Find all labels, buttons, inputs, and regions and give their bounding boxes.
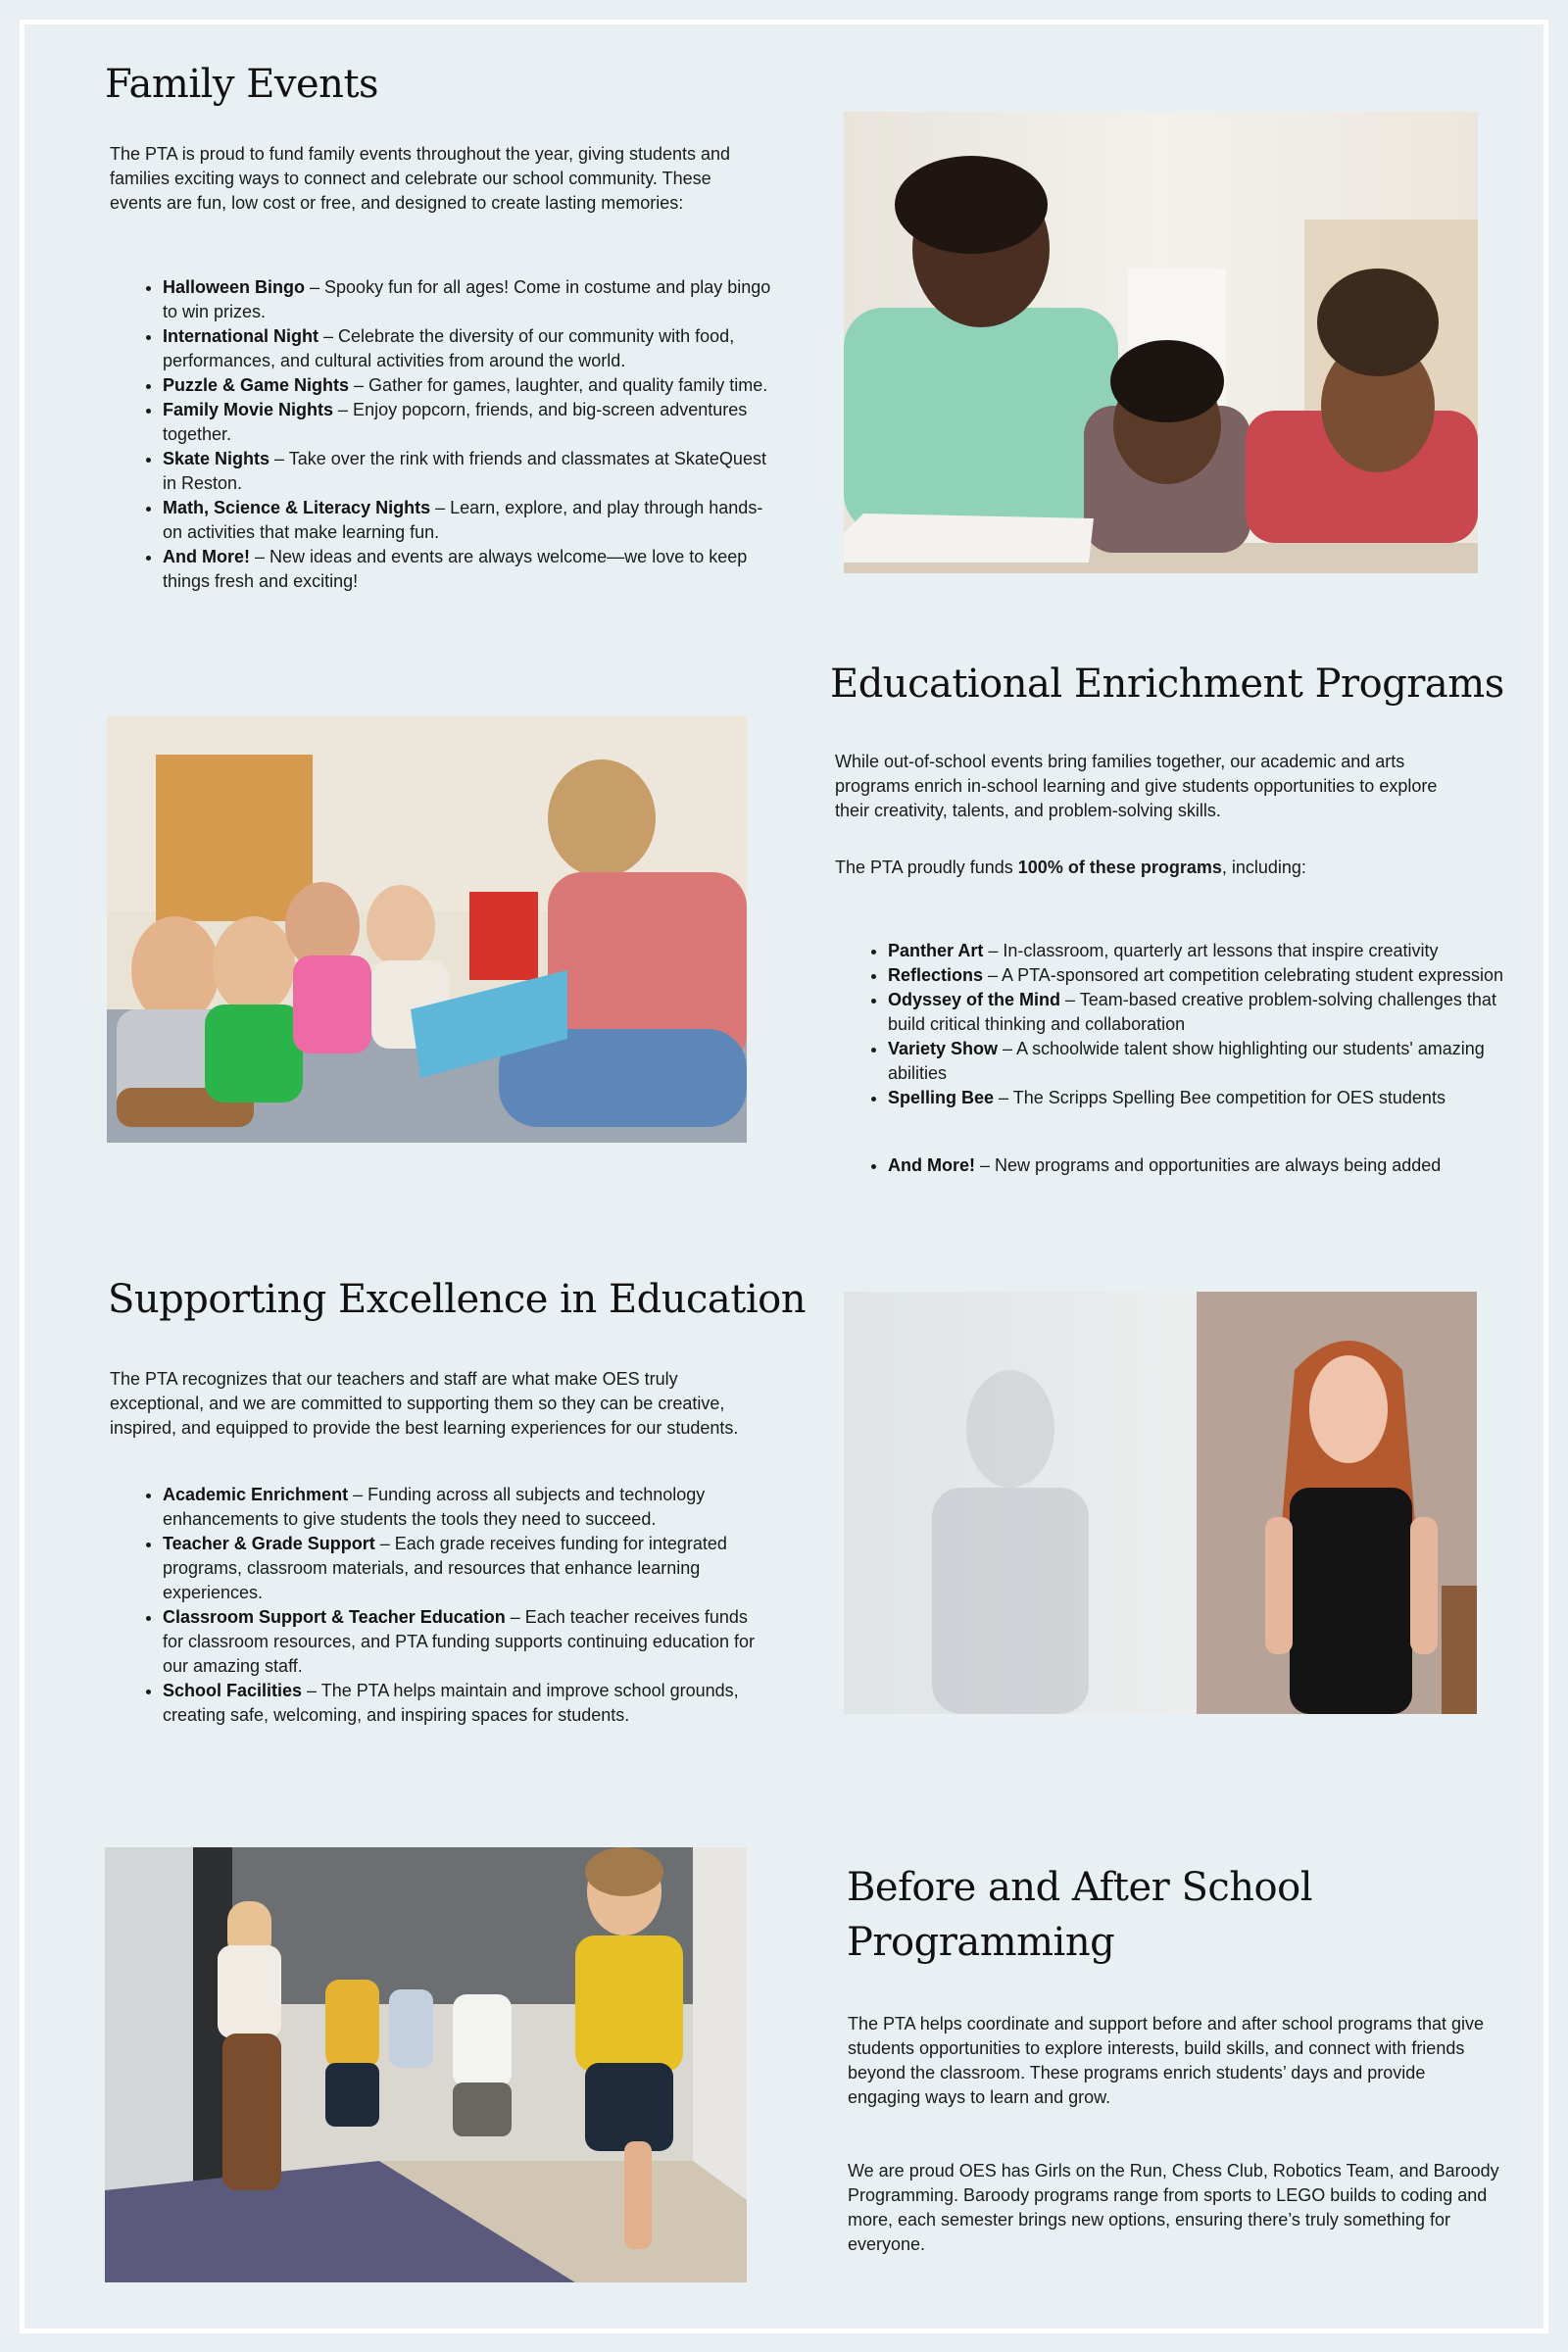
excellence-list bbox=[143, 1483, 770, 1728]
before-after-para1-text: The PTA helps coordinate and support before and after school programs that give students opportunities to explore interests, build skills, and connect with friends beyond the classroom. These programs enrich students’ days and provide engaging ways to learn and grow. bbox=[848, 2014, 1485, 2107]
photo-family-reading-icon bbox=[844, 112, 1478, 573]
enrichment-intro-text: While out-of-school events bring families together, our academic and arts programs enrich in-school learning and give students opportunities to explore their creativity, talents, and problem-solving skills. bbox=[835, 752, 1438, 820]
list-item: • And More! – New programs and opportunities are always being added bbox=[888, 1153, 1515, 1178]
teacher-whiteboard-photo bbox=[844, 1292, 1477, 1714]
list-item: • Skate Nights – Take over the rink with friends and classmates at SkateQuest in Reston. bbox=[163, 447, 780, 496]
list-item: • Teacher & Grade Support – Each grade receives funding for integrated programs, classroom materials, and resources that enhance learning experiences. bbox=[163, 1532, 770, 1605]
list-item: • Classroom Support & Teacher Education – Each teacher receives funds for classroom resources, and PTA funding supports continuing education for our amazing staff. bbox=[163, 1605, 770, 1679]
before-after-title-line1: Before and After School bbox=[847, 1865, 1312, 1910]
family-events-intro-text: The PTA is proud to fund family events throughout the year, giving students and families exciting ways to connect and celebrate our school community. These events are fun, low cost or free, and designed to create lasting memories: bbox=[110, 144, 731, 213]
enrichment-extra-list bbox=[868, 1153, 1515, 1178]
list-item: • Family Movie Nights – Enjoy popcorn, friends, and big-screen adventures together. bbox=[163, 398, 780, 447]
before-after-paragraph-2 bbox=[848, 2159, 1504, 2257]
excellence-title: Supporting Excellence in Education bbox=[108, 1277, 806, 1322]
list-item: • Spelling Bee – The Scripps Spelling Bee competition for OES students bbox=[888, 1086, 1515, 1110]
classroom-story-photo bbox=[107, 715, 747, 1143]
photo-hallway-students-icon bbox=[105, 1847, 747, 2282]
enrichment-funding-line bbox=[835, 856, 1472, 880]
enrichment-title: Educational Enrichment Programs bbox=[830, 662, 1504, 707]
family-events-list bbox=[143, 275, 780, 594]
list-item: • School Facilities – The PTA helps maintain and improve school grounds, creating safe, welcoming, and inspiring spaces for students. bbox=[163, 1679, 770, 1728]
list-item: • And More! – New ideas and events are always welcome—we love to keep things fresh and exciting! bbox=[163, 545, 780, 594]
list-item: • Math, Science & Literacy Nights – Learn, explore, and play through hands-on activities that make learning fun. bbox=[163, 496, 780, 545]
list-item: • Variety Show – A schoolwide talent show highlighting our students' amazing abilities bbox=[888, 1037, 1515, 1086]
family-events-title: Family Events bbox=[105, 62, 379, 107]
photo-teacher-whiteboard-icon bbox=[844, 1292, 1477, 1714]
list-item: • Reflections – A PTA-sponsored art competition celebrating student expression bbox=[888, 963, 1515, 988]
enrichment-intro bbox=[835, 750, 1472, 823]
list-item: • Halloween Bingo – Spooky fun for all ages! Come in costume and play bingo to win prizes. bbox=[163, 275, 780, 324]
list-item: • Odyssey of the Mind – Team-based creative problem-solving challenges that build critical thinking and collaboration bbox=[888, 988, 1515, 1037]
before-after-title-line2: Programming bbox=[847, 1920, 1115, 1965]
excellence-intro bbox=[110, 1367, 747, 1441]
before-after-para2-text: We are proud OES has Girls on the Run, Chess Club, Robotics Team, and Baroody Programming. Baroody programs range from sports to LEGO builds to coding and more, each semester brings new options, ensuring there’s truly something for everyone. bbox=[848, 2161, 1499, 2254]
family-events-intro bbox=[110, 142, 757, 216]
family-reading-photo bbox=[844, 112, 1478, 573]
enrichment-list bbox=[868, 939, 1515, 1110]
photo-classroom-story-icon bbox=[107, 715, 747, 1143]
before-after-paragraph-1 bbox=[848, 2012, 1494, 2110]
list-item: • Puzzle & Game Nights – Gather for games, laughter, and quality family time. bbox=[163, 373, 780, 398]
hallway-students-photo bbox=[105, 1847, 747, 2282]
enrichment-funding-text: The PTA proudly funds 100% of these programs, including: bbox=[835, 858, 1306, 877]
excellence-intro-text: The PTA recognizes that our teachers and staff are what make OES truly exceptional, and we are committed to supporting them so they can be creative, inspired, and equipped to provide the best learning experiences for our students. bbox=[110, 1369, 739, 1438]
list-item: • Panther Art – In-classroom, quarterly art lessons that inspire creativity bbox=[888, 939, 1515, 963]
list-item: • Academic Enrichment – Funding across all subjects and technology enhancements to give students the tools they need to succeed. bbox=[163, 1483, 770, 1532]
list-item: • International Night – Celebrate the diversity of our community with food, performances, and cultural activities from around the world. bbox=[163, 324, 780, 373]
before-after-title bbox=[847, 1860, 1312, 1970]
